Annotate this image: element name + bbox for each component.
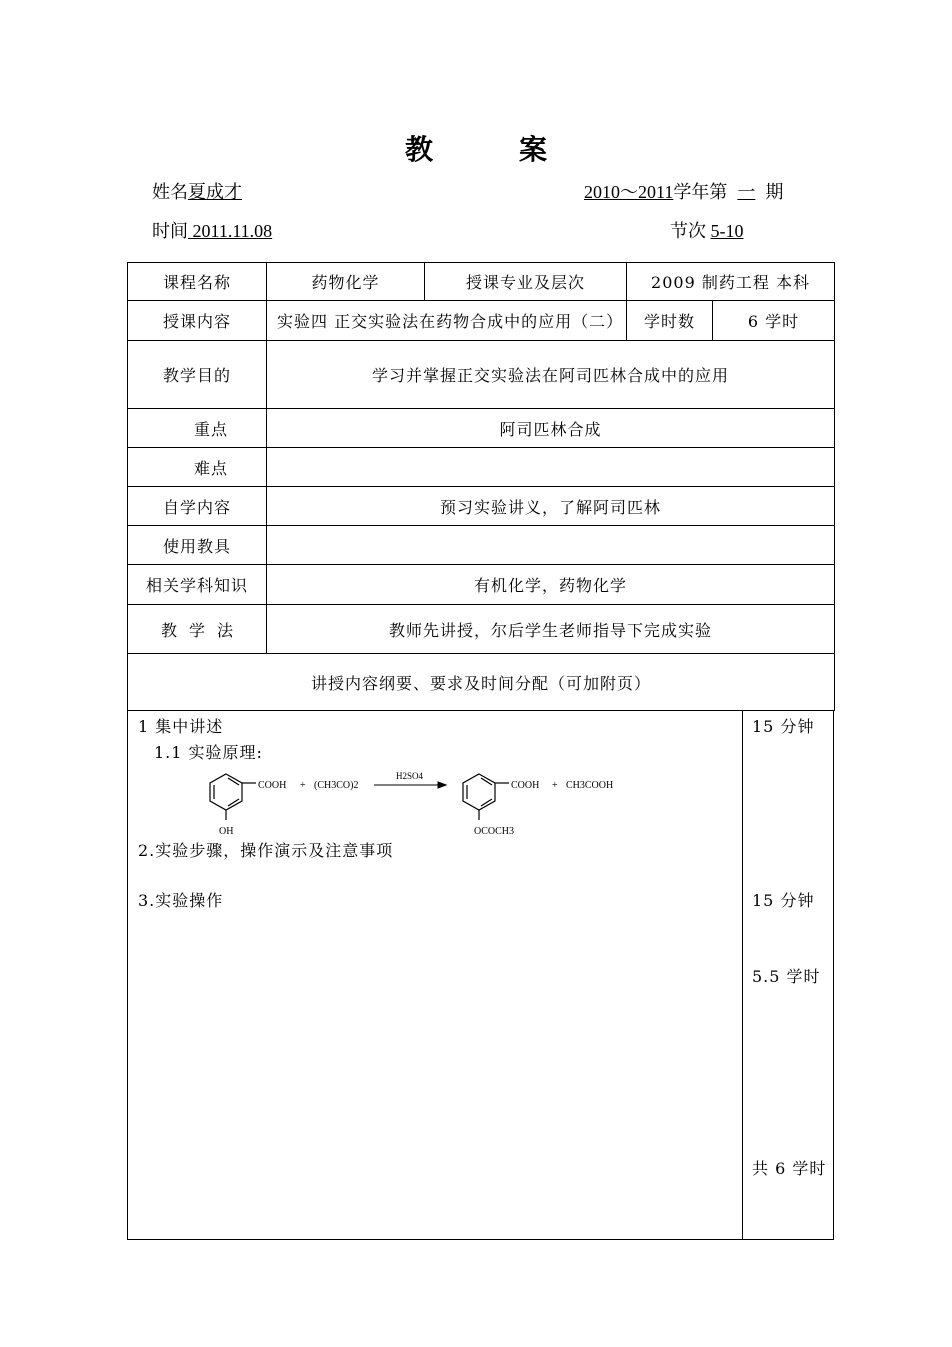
name-field: [152, 178, 242, 204]
section-value: 5-10: [710, 221, 744, 241]
method-value: 教师先讲授，尔后学生老师指导下完成实验: [267, 605, 835, 654]
row-difficulty: [128, 448, 835, 487]
related-value: 有机化学，药物化学: [267, 565, 835, 605]
selfstudy-label: 自学内容: [128, 487, 267, 526]
lesson-plan-table: [127, 262, 835, 711]
difficulty-label: 难点: [128, 448, 267, 487]
difficulty-value: [267, 448, 835, 487]
row-course: [128, 263, 835, 301]
goal-value: 学习并掌握正交实验法在阿司匹林合成中的应用: [267, 341, 835, 409]
tools-label: 使用教具: [128, 526, 267, 565]
schedule-item-3: 3.实验操作: [138, 891, 224, 910]
term-field: [584, 178, 783, 204]
time-value: 2011.11.08: [192, 221, 273, 241]
reaction-arrow: [374, 782, 446, 788]
year-range: 2010～2011: [584, 182, 674, 202]
time-total: 共 6 学时: [752, 1159, 827, 1178]
row-tools: [128, 526, 835, 565]
hours-value: 6 学时: [713, 301, 835, 341]
content-value: 实验四 正交实验法在药物合成中的应用（二）: [267, 301, 627, 341]
time-label: 时间: [152, 221, 188, 241]
term-suffix: 期: [765, 182, 784, 202]
plus-1: +: [300, 780, 306, 791]
goal-label: 教学目的: [128, 341, 267, 409]
cooh-2-label: COOH: [511, 780, 540, 791]
row-selfstudy: [128, 487, 835, 526]
schedule-item-1: 1 集中讲述: [138, 717, 224, 736]
acetic-acid-label: CH3COOH: [566, 780, 614, 791]
schedule-area: [127, 710, 834, 1240]
anhydride-label: (CH3CO)2: [314, 780, 359, 791]
year-suffix: 学年第: [673, 182, 728, 202]
row-key: [128, 409, 835, 448]
cooh-1-label: COOH: [258, 780, 287, 791]
hours-label: 学时数: [627, 301, 713, 341]
benzene-ring-2: [463, 774, 509, 820]
row-content: [128, 301, 835, 341]
key-label: 重点: [128, 409, 267, 448]
course-name-label: 课程名称: [128, 263, 267, 301]
time-field: [152, 217, 272, 243]
row-related: [128, 565, 835, 605]
row-goal: [128, 341, 835, 409]
name-value: 夏成才: [188, 182, 242, 202]
title-char-1: 教: [404, 133, 433, 166]
tools-value: [267, 526, 835, 565]
outline-title: 讲授内容纲要、要求及时间分配（可加附页）: [128, 654, 835, 711]
section-field: [670, 217, 744, 243]
plus-2: +: [552, 780, 558, 791]
key-value: 阿司匹林合成: [267, 409, 835, 448]
method-label: 教学法: [128, 605, 267, 654]
row-method: [128, 605, 835, 654]
selfstudy-value: 预习实验讲义，了解阿司匹林: [267, 487, 835, 526]
reaction-scheme: [198, 768, 638, 838]
time-item-2: 15 分钟: [752, 891, 815, 910]
course-name-value: 药物化学: [267, 263, 425, 301]
term-value: 一: [737, 182, 756, 202]
benzene-ring-1: [210, 774, 256, 820]
related-label: 相关学科知识: [128, 565, 267, 605]
title-char-2: 案: [519, 133, 548, 166]
name-label: 姓名: [152, 182, 188, 202]
major-label: 授课专业及层次: [425, 263, 627, 301]
time-item-1: 15 分钟: [752, 717, 815, 736]
time-item-3: 5.5 学时: [752, 967, 821, 986]
catalyst-label: H2SO4: [396, 771, 424, 781]
content-label: 授课内容: [128, 301, 267, 341]
schedule-item-2: 2.实验步骤，操作演示及注意事项: [138, 841, 394, 860]
ococh3-label: OCOCH3: [474, 826, 515, 837]
schedule-divider: [742, 710, 743, 1239]
major-value: 2009 制药工程 本科: [627, 263, 835, 301]
schedule-item-1-1: 1.1 实验原理:: [154, 743, 263, 762]
row-outline-title: [128, 654, 835, 711]
oh-label: OH: [219, 826, 234, 837]
page-title: [0, 128, 952, 168]
section-label: 节次: [670, 221, 706, 241]
